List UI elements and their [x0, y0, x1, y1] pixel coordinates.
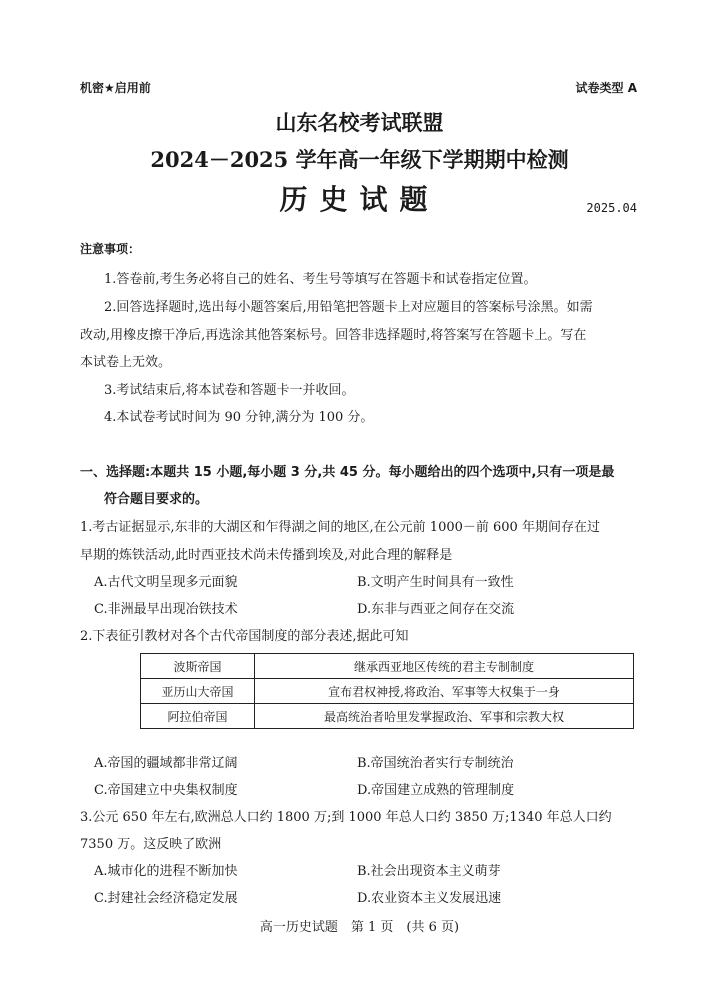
table-row [141, 704, 634, 729]
question-2-stem: 2.下表征引教材对各个古代帝国制度的部分表述,据此可知 [80, 629, 409, 644]
notice-item-4: 4.本试卷考试时间为 90 分钟,满分为 100 分。 [104, 410, 374, 425]
question-1-option-d: D.东非与西亚之间存在交流 [357, 602, 515, 617]
question-3-stem-line-1: 3.公元 650 年左右,欧洲总人口约 1800 万;到 1000 年总人口约 3850 万;1340 年总人口约 [80, 810, 612, 825]
question-3-option-b: B.社会出现资本主义萌芽 [357, 864, 501, 879]
section-heading-line-2: 符合题目要求的。 [104, 492, 209, 507]
question-2-option-b: B.帝国统治者实行专制统治 [357, 756, 514, 771]
question-2-option-c: C.帝国建立中央集权制度 [94, 783, 238, 798]
table-cell-empire: 波斯帝国 [141, 654, 255, 679]
question-1-stem-line-2: 早期的炼铁活动,此时西亚技术尚未传播到埃及,对此合理的解释是 [80, 548, 453, 563]
table-cell-institution: 继承西亚地区传统的君主专制制度 [255, 654, 634, 679]
question-3-option-c: C.封建社会经济稳定发展 [94, 891, 238, 906]
notice-item-1: 1.答卷前,考生务必将自己的姓名、考生号等填写在答题卡和试卷指定位置。 [104, 272, 537, 287]
question-3-stem-line-2: 7350 万。这反映了欧洲 [80, 837, 222, 852]
table-cell-institution: 宣布君权神授,将政治、军事等大权集于一身 [255, 679, 634, 704]
confidential-label: 机密★启用前 [80, 81, 151, 95]
question-3-option-a: A.城市化的进程不断加快 [94, 864, 238, 879]
subject-title: 历史试题 [279, 183, 440, 216]
table-cell-empire: 亚历山大帝国 [141, 679, 255, 704]
question-2-option-a: A.帝国的疆域都非常辽阔 [94, 756, 238, 771]
table-row [141, 679, 634, 704]
paper-type-label: 试卷类型 A [575, 81, 637, 95]
notice-item-3: 3.考试结束后,将本试卷和答题卡一并收回。 [104, 383, 355, 398]
page-footer: 高一历史试题 第 1 页 (共 6 页) [259, 920, 460, 935]
table-cell-empire: 阿拉伯帝国 [141, 704, 255, 729]
notice-item-2-line-3: 本试卷上无效。 [80, 355, 172, 370]
empire-institutions-table [140, 653, 634, 729]
notice-heading: 注意事项： [80, 242, 141, 256]
question-1-option-b: B.文明产生时间具有一致性 [357, 575, 514, 590]
notice-item-2-line-2: 改动,用橡皮擦干净后,再选涂其他答案标号。回答非选择题时,将答案写在答题卡上。写在 [80, 328, 587, 343]
notice-item-2-line-1: 2.回答选择题时,选出每小题答案后,用铅笔把答题卡上对应题目的答案标号涂黑。如需 [104, 300, 593, 315]
question-1-option-a: A.古代文明呈现多元面貌 [94, 575, 238, 590]
table-cell-institution: 最高统治者哈里发掌握政治、军事和宗教大权 [255, 704, 634, 729]
question-1-option-c: C.非洲最早出现冶铁技术 [94, 602, 238, 617]
exam-term-title: 2024－2025 学年高一年级下学期期中检测 [150, 147, 569, 172]
question-1-stem-line-1: 1.考古证据显示,东非的大湖区和乍得湖之间的地区,在公元前 1000－前 600 年期间存在过 [80, 520, 600, 535]
question-3-option-d: D.农业资本主义发展迅速 [357, 891, 502, 906]
question-2-option-d: D.帝国建立成熟的管理制度 [357, 783, 515, 798]
section-heading-line-1: 一、选择题:本题共 15 小题,每小题 3 分,共 45 分。每小题给出的四个选项中,只有一项是最 [80, 465, 615, 480]
exam-date: 2025.04 [586, 201, 637, 215]
table-row [141, 654, 634, 679]
exam-league-title: 山东名校考试联盟 [275, 110, 444, 135]
